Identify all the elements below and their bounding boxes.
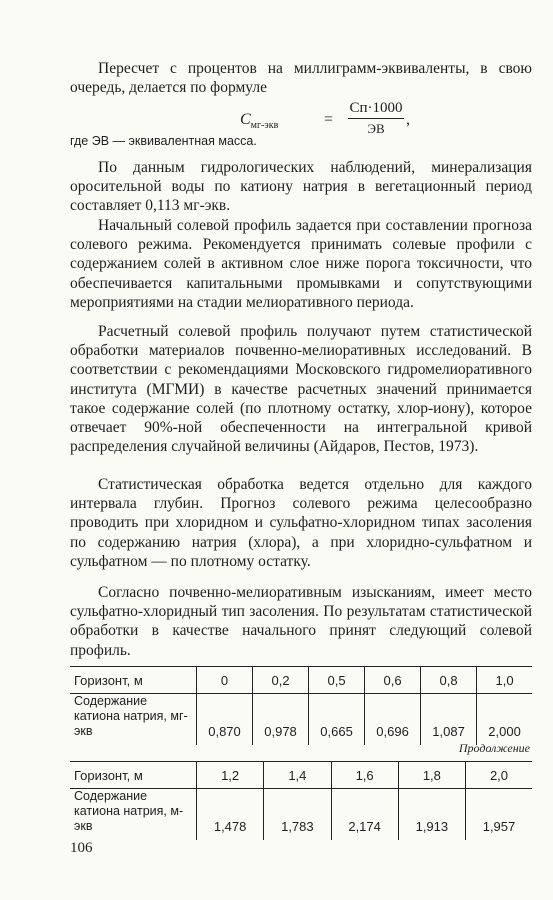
table-row	[70, 694, 532, 746]
table-cell: 1,6	[331, 762, 398, 789]
paragraph-5: Согласно почвенно-мелиоративным изысканиям, имеет место сульфатно-хлоридный тип засоления. По результатам статистической обработки в качестве начального принят следующий солевой профиль.	[70, 584, 532, 659]
table-header-sodium: Содержание катиона натрия, м-экв	[74, 789, 184, 833]
table-row	[70, 667, 532, 694]
table-cell: 1,087	[421, 694, 477, 746]
continuation-label: Продолжение	[458, 741, 530, 755]
table-header-horizon: Горизонт, м	[70, 762, 197, 789]
formula-equals: =	[324, 111, 334, 128]
table-row	[70, 789, 532, 841]
table-row	[70, 762, 532, 789]
table-cell: 0,8	[421, 667, 477, 694]
table-cell: 0,870	[197, 694, 253, 746]
table-cell: 1,783	[264, 789, 331, 841]
table-cell: 0,2	[253, 667, 309, 694]
page-number: 106	[70, 840, 93, 856]
formula-comma: ,	[406, 111, 410, 128]
salt-profile-table-2	[70, 761, 532, 840]
table-cell: 0,6	[365, 667, 421, 694]
table-cell: 1,4	[264, 762, 331, 789]
paragraph-4: Статистическая обработка ведется отдельно для каждого интервала глубин. Прогноз солевого режима целесообразно проводить при хлоридном и сульфатно-хлоридном типах засоления по содержанию натрия (хлора), а при хлоридно-сульфатном и сульфатном — по плотному остатку.	[70, 476, 532, 570]
table-cell: 2,174	[331, 789, 398, 841]
formula-note: где ЭВ — эквивалентная масса.	[70, 134, 257, 148]
formula-fraction	[348, 100, 404, 137]
table-cell: 0,696	[365, 694, 421, 746]
formula	[240, 100, 440, 140]
table-cell: 1,957	[466, 789, 533, 841]
table-cell: 2,0	[466, 762, 533, 789]
formula-numerator: Cп·1000	[348, 100, 404, 119]
table-cell: 1,0	[477, 667, 532, 694]
salt-profile-table-1	[70, 666, 532, 745]
paragraph-2: Начальный солевой профиль задается при составлении прогноза солевого режима. Рекомендуется принимать солевые профили с содержанием солей в активном слое ниже порога токсичности, что обеспечивается капитальными промывками и сопутствующими мероприятиями на стадии мелиоративного периода.	[70, 217, 532, 311]
table-cell: 0	[197, 667, 253, 694]
formula-lhs: $C_{мг-экв}$	[240, 111, 279, 132]
table-header-sodium: Содержание катиона натрия, мг-экв	[74, 694, 188, 738]
table-cell: 0,665	[309, 694, 365, 746]
paragraph-1: По данным гидрологических наблюдений, минерализация оросительной воды по катиону натрия в вегетационный период составляет 0,113 мг-экв.	[70, 159, 532, 215]
paragraph-3: Расчетный солевой профиль получают путем статистической обработки материалов почвенно-мелиоративных исследований. В соответствии с рекомендациями Московского гидромелиоративного института (МГМИ) в качестве расчетных значений принимается такое содержание солей (по плотному остатку, хлор-иону), которое отвечает 90%-ной обеспеченности на интегральной кривой распределения случайной величины (Айдаров, Пестов, 1973).	[70, 323, 532, 456]
table-cell: 0,5	[309, 667, 365, 694]
table-cell: 1,8	[398, 762, 465, 789]
table-cell: 1,913	[398, 789, 465, 841]
table-header-horizon: Горизонт, м	[70, 667, 197, 694]
paragraph-intro: Пересчет с процентов на миллиграмм-эквиваленты, в свою очередь, делается по формуле	[70, 60, 532, 97]
formula-denominator: ЭВ	[367, 121, 385, 136]
table-cell: 0,978	[253, 694, 309, 746]
table-cell: 1,478	[197, 789, 264, 841]
table-cell: 2,000	[477, 694, 532, 746]
table-cell: 1,2	[197, 762, 264, 789]
